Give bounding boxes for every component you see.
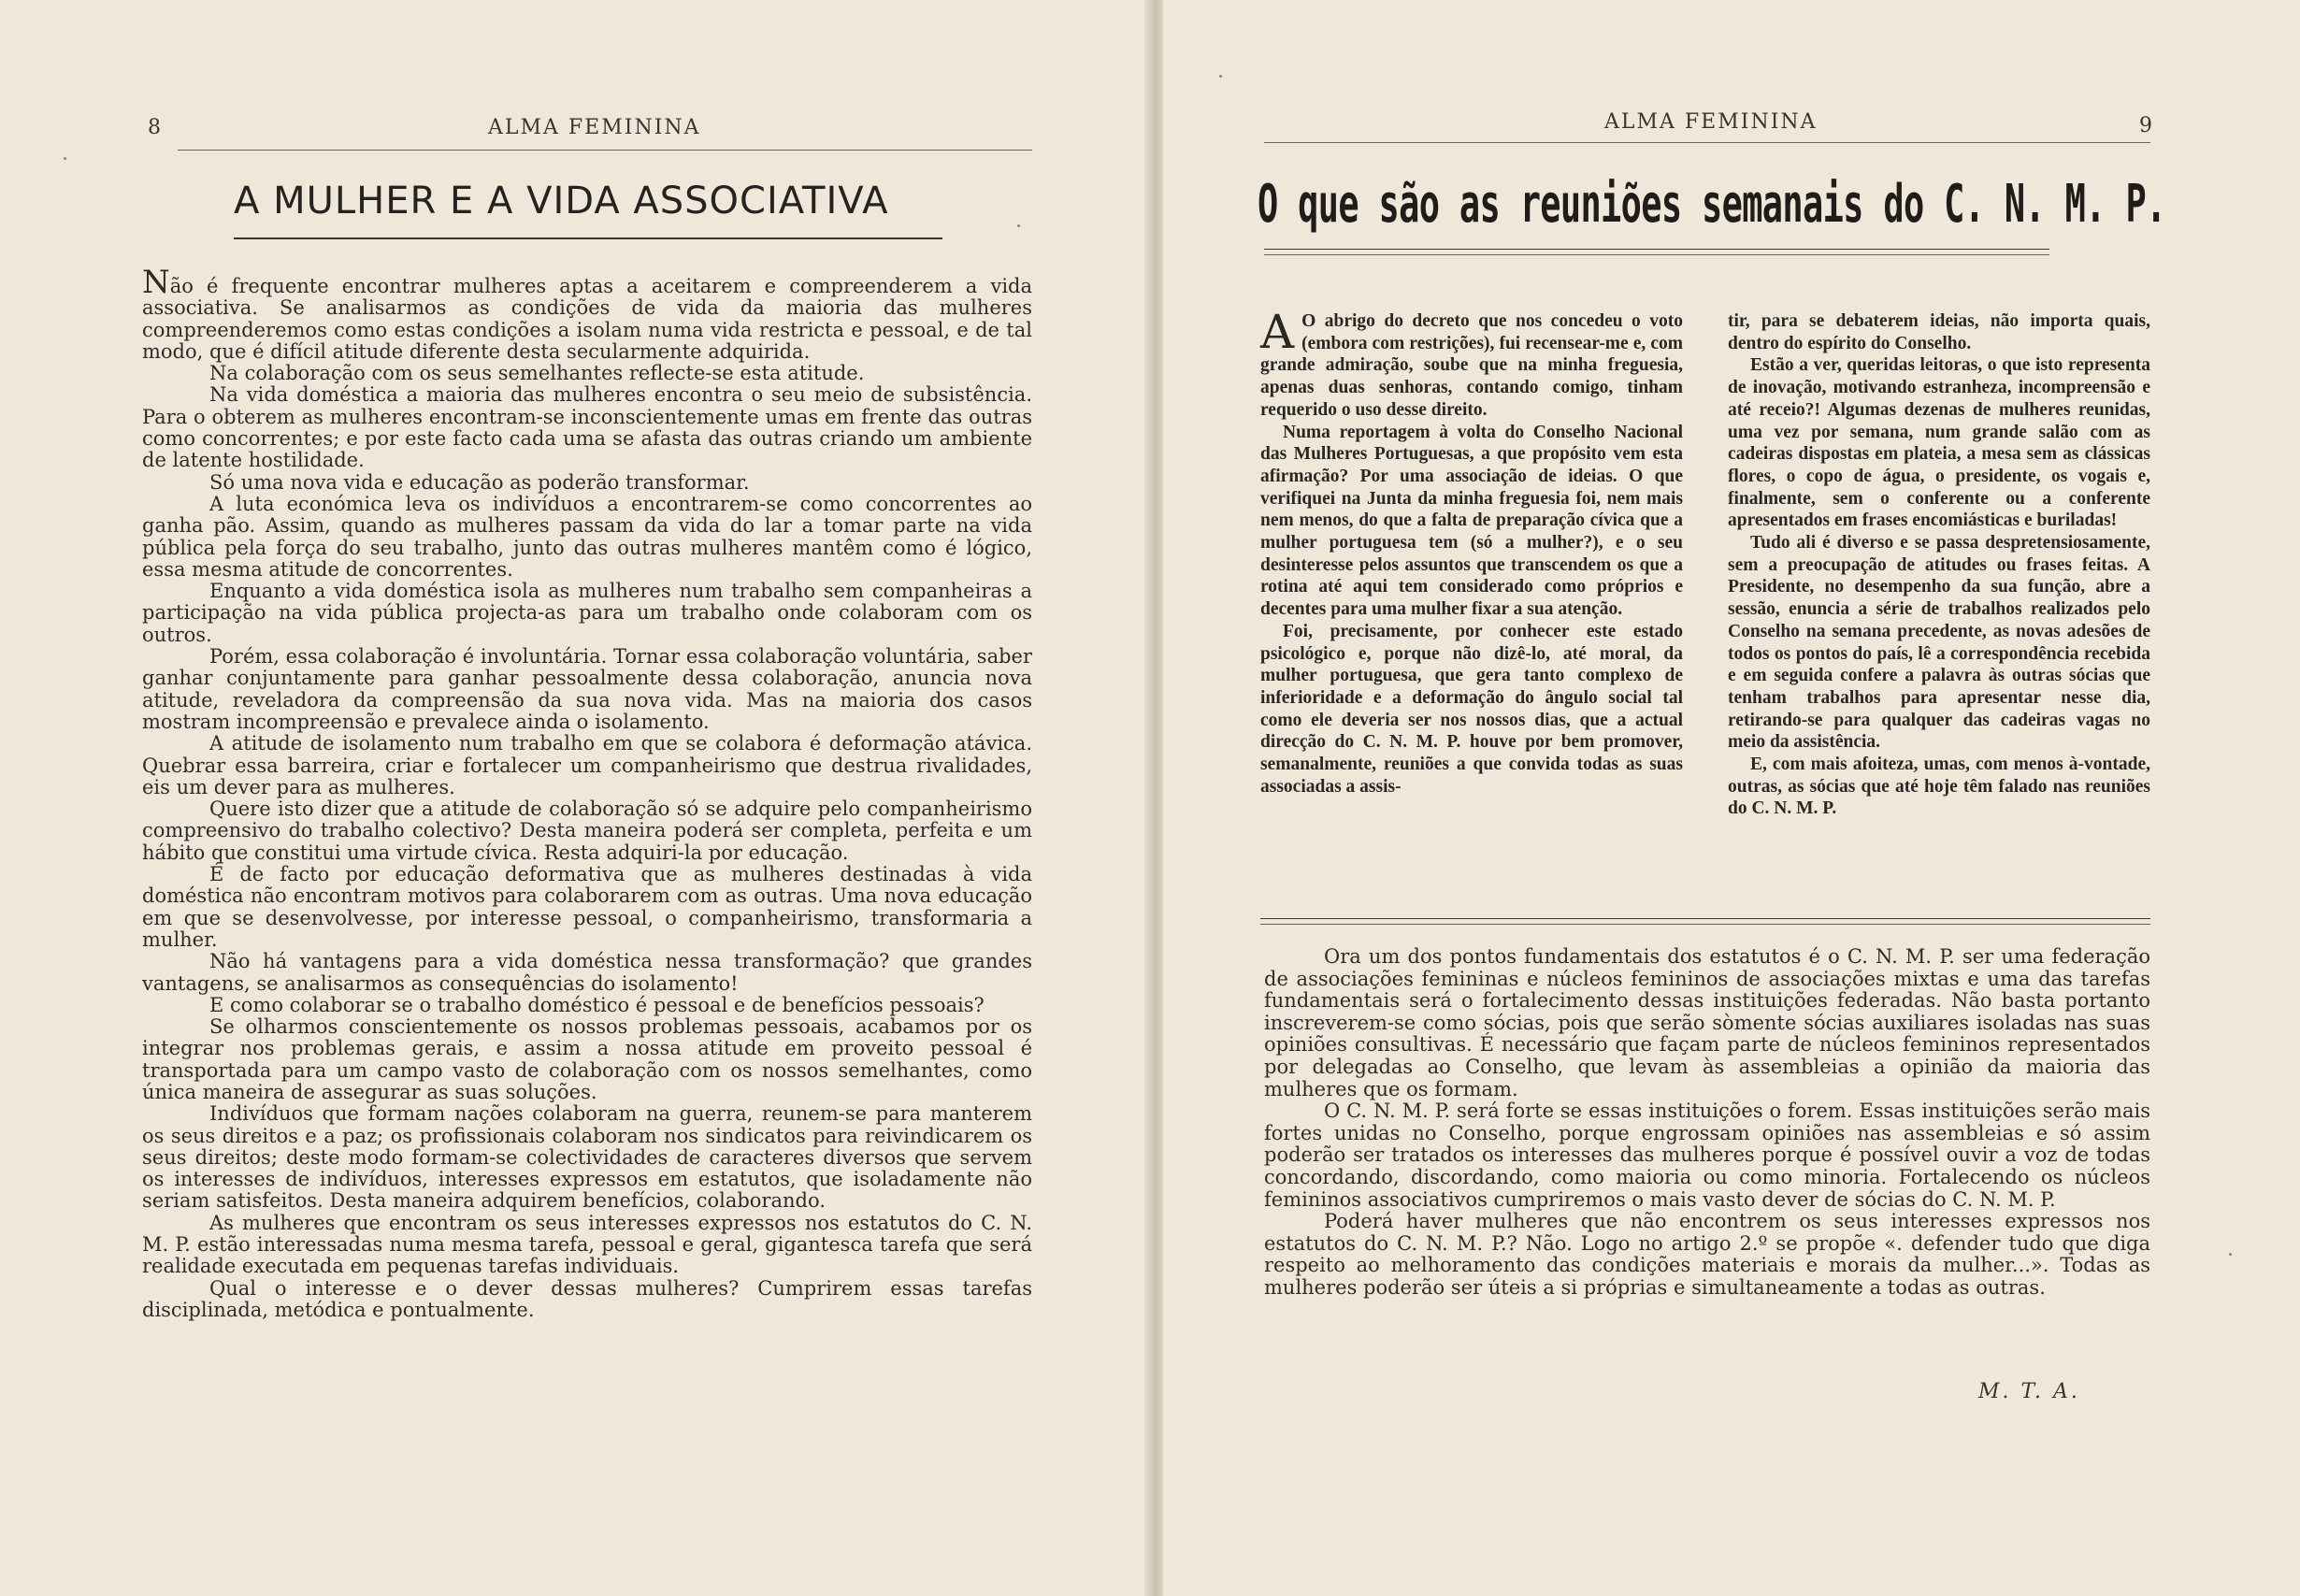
col1-paragraph-3: Foi, precisamente, por conhecer este estado psicológico e, porque não dizê-lo, até moral, da mulher portuguesa, que gera tanto complexo de inferioridade e a deformação do ângulo social tal como ele deveria ser nos nossos dias, que a actual direcção do C. N. M. P. houve por bem promover, semanalmente, reuniões a que convida todas as suas associadas a assis- [1260, 621, 1683, 797]
left-paragraph-15: As mulheres que encontram os seus interesses expressos nos estatutos do C. N. M. P. estão interessadas numa mesma tarefa, pessoal e geral, gigantesca tarefa que será realidade executada em pequenas tarefas individuais. [142, 1211, 1032, 1278]
left-running-head: ALMA FEMININA [488, 116, 701, 139]
paper-speck [1219, 75, 1222, 78]
left-page-number: 8 [148, 116, 161, 139]
col1-paragraph-2: Numa reportagem à volta do Conselho Nacional das Mulheres Portuguesas, a que propósito vem esta afirmação? Por uma associação de ideias. O que verifiquei na Junta da minha freguesia foi, nem mais nem menos, do que a falta de preparação cívica que a mulher portuguesa tem (só a mulher?), e o seu desinteresse pelos assuntos que transcendem os que a rotina até aqui tem considerado como próprios e decentes para uma mulher fixar a sua atenção. [1260, 422, 1683, 620]
left-paragraph-16: Qual o interesse e o dever dessas mulheres? Cumprirem essas tarefas disciplinada, metódica e pontualmente. [142, 1276, 1032, 1321]
left-article-body [142, 264, 1032, 1321]
paper-speck [1017, 224, 1020, 227]
left-paragraph-13: Se olharmos conscientemente os nossos problemas pessoais, acabamos por os integrar nos problemas gerais, e assim a nossa atitude em proveito pessoal é transportada para um campo vasto de colaboração com os nossos semelhantes, como única maneira de assegurar as suas soluções. [142, 1015, 1032, 1103]
right-body-paragraph-3: Poderá haver mulheres que não encontrem os seus interesses expressos nos estatutos do C. N. M. P.? Não. Logo no artigo 2.º se propõe «. defender tudo que diga respeito ao melhoramento das condições materiais e morais da mulher...». Todas as mulheres poderão ser úteis a si próprias e simultaneamente a todas as outras. [1264, 1210, 2150, 1299]
drop-letter-n: N [142, 264, 170, 301]
col1-paragraph-1: A O abrigo do decreto que nos concedeu o voto (embora com restrições), fui recensear-me e, com grande admiração, soube que na minha freguesia, apenas duas senhoras, contando comigo, tinham requerido o uso desse direito. [1260, 305, 1683, 420]
drop-cap-a: A [1260, 305, 1295, 359]
left-paragraph-11: Não há vantagens para a vida doméstica nessa transformação? que grandes vantagens, se analisarmos as consequências do isolamento! [142, 950, 1032, 995]
right-body-paragraph-2: O C. N. M. P. será forte se essas instituições o forem. Essas instituições serão mais fortes unidas no Conselho, porque engrossam opiniões nas assembleias e só assim poderão ser tratados os interesses das mulheres porque é possível ouvir a voz de todas concordando, discordando, como maioria ou como minoria. Fortalecendo os núcleos femininos associativos cumpriremos o mais vasto dever de sócias do C. N. M. P. [1264, 1100, 2150, 1211]
left-paragraph-9: Quere isto dizer que a atitude de colaboração só se adquire pelo companheirismo compreensivo do trabalho colectivo? Desta maneira poderá ser completa, perfeita e um hábito que constitui uma virtude cívica. Resta adquiri-la por educação. [142, 798, 1032, 864]
left-paragraph-5: A luta económica leva os indivíduos a encontrarem-se como concorrentes ao ganha pão. Assim, quando as mulheres passam da vida do lar a tomar parte na vida pública pela força do seu trabalho, junto das outras mulheres mantêm como é lógico, essa mesma atitude de concorrentes. [142, 492, 1032, 581]
left-paragraph-14: Indivíduos que formam nações colaboram na guerra, reunem-se para manterem os seus direitos e a paz; os profissionais colaboram nos sindicatos para reivindicarem os seus direitos; deste modo formam-se colectividades de caracteres diversos que servem os interesses de indivíduos, interesses expressos em estatutos, que isoladamente não seriam satisfeitos. Desta maneira adquirem benefícios, colaborando. [142, 1102, 1032, 1213]
right-article-title: O que são as reuniões semanais do C. N. M. P. [1258, 174, 2166, 235]
left-paragraph-6: Enquanto a vida doméstica isola as mulheres num trabalho sem companheiras a participação na vida pública projecta-as para um trabalho onde colaboram com os outros. [142, 580, 1032, 646]
left-paragraph-2: Na colaboração com os seus semelhantes reflecte-se esta atitude. [209, 362, 865, 385]
left-paragraph-10: É de facto por educação deformativa que as mulheres destinadas à vida doméstica não encontram motivos para colaborarem com as outras. Uma nova educação em que se desenvolvesse, por interesse pessoal, o companheirismo, transformaria a mulher. [142, 863, 1032, 951]
right-column-2 [1728, 310, 2150, 820]
left-paragraph-3: Na vida doméstica a maioria das mulheres encontra o seu meio de subsistência. Para o obterem as mulheres encontram-se inconscientemente umas em frente das outras como concorrentes; e por este facto cada uma se afasta das outras criando um ambiente de latente hostilidade. [142, 383, 1032, 472]
columns-end-rule [1260, 918, 2150, 919]
col2-paragraph-2: Estão a ver, queridas leitoras, o que isto representa de inovação, motivando estranheza, incompreensão e até receio?! Algumas dezenas de mulheres reunidas, uma vez por semana, num grande salão com as cadeiras dispostas em plateia, a mesa sem as clássicas flores, o copo de água, o presidente, os vogais e, finalmente, sem o conferente ou a conferente apresentados em frases encomiásticas e buriladas! [1728, 355, 2150, 531]
right-body-paragraph-1: Ora um dos pontos fundamentais dos estatutos é o C. N. M. P. ser uma federação de associações femininas e núcleos femininos de associações mixtas e uma das tarefas fundamentais será o fortalecimento dessas instituições federadas. Não basta portanto inscreverem-se como sócias, pois que serão sòmente sócias auxiliares isoladas nas suas opiniões consultivas. É necessário que façam parte de núcleos femininos representados por delegadas ao Conselho, que levam às assembleias a opinião da maioria das mulheres que os formam. [1264, 945, 2150, 1100]
left-paragraph-4: Só uma nova vida e educação as poderão transformar. [209, 470, 750, 494]
col2-paragraph-4: E, com mais afoiteza, umas, com menos à-vontade, outras, as sócias que até hoje têm falado nas reuniões do C. N. M. P. [1728, 755, 2150, 819]
paper-speck [2229, 1253, 2232, 1256]
right-title-rule-thin [1264, 254, 2049, 255]
left-page [0, 0, 1148, 1596]
left-paragraph-1: Não é frequente encontrar mulheres aptas a aceitarem e compreenderem a vida associativa. Se analisarmos as condições de vida da maioria das mulheres compreenderemos como estas condições a isolam numa vida restricta e pessoal, e de tal modo, que é difícil atitude diferente desta secularmente adquirida. [142, 264, 1032, 363]
left-paragraph-8: A atitude de isolamento num trabalho em que se colabora é deformação atávica. Quebrar essa barreira, criar e fortalecer um companheirismo que destrua rivalidades, eis um dever para as mulheres. [142, 732, 1032, 798]
paper-speck [64, 157, 66, 160]
col2-paragraph-3: Tudo ali é diverso e se passa despretensiosamente, sem a preocupação de atitudes ou frases feitas. A Presidente, no desempenho da sua função, abre a sessão, enuncia a série de trabalhos realizados pelo Conselho na semana precedente, as novas adesões de todos os pontos do país, lê a correspondência recebida e em seguida confere a palavra às outras sócias que tenham trabalhos para apresentar nesse dia, retirando-se para qualquer das cadeiras vagas no meio da assistência. [1728, 533, 2150, 753]
left-paragraph-12: E como colaborar se o trabalho doméstico é pessoal e de benefícios pessoais? [209, 993, 985, 1016]
left-title-underline [234, 237, 942, 239]
left-article-title: A MULHER E A VIDA ASSOCIATIVA [234, 180, 889, 223]
right-article-body [1264, 946, 2150, 1300]
right-header-rule [1264, 142, 2150, 143]
right-page-number: 9 [2139, 114, 2152, 137]
right-running-head: ALMA FEMININA [1604, 110, 1818, 134]
right-title-rule [1264, 249, 2049, 250]
left-header-rule [178, 150, 1032, 151]
left-paragraph-7: Porém, essa colaboração é involuntária. Tornar essa colaboração voluntária, saber ganhar conjuntamente para ganhar pessoalmente dessa colaboração, anuncia nova atitude, reveladora da compreensão da sua nova vida. Mas na maioria dos casos mostram incompreensão e prevalece ainda o isolamento. [142, 645, 1032, 733]
columns-end-rule-thin [1260, 924, 2150, 925]
author-signature: M. T. A. [1978, 1380, 2080, 1403]
right-column-1 [1260, 305, 1683, 798]
col2-paragraph-1: tir, para se debaterem ideias, não importa quais, dentro do espírito do Conselho. [1728, 311, 2150, 353]
